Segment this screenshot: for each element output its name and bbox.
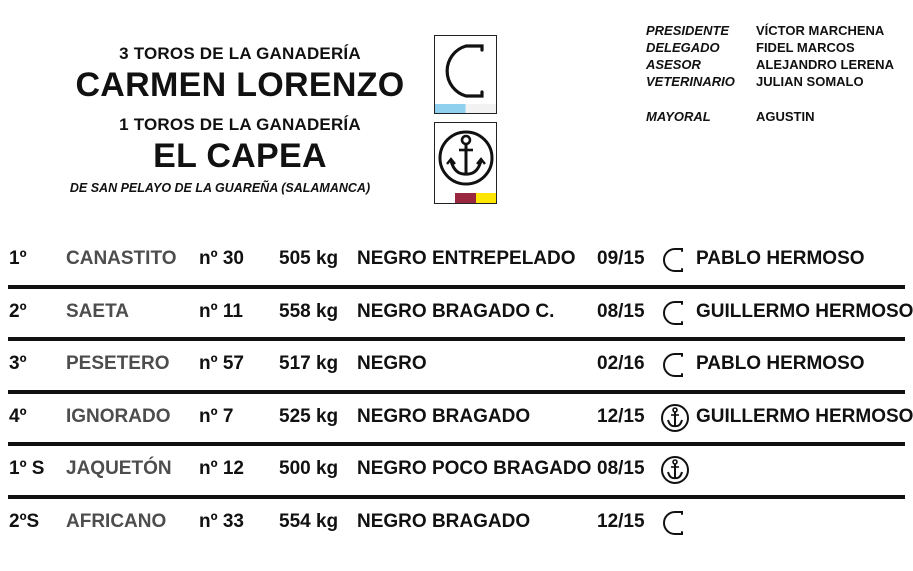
bull-name: PESETERO [66,353,170,375]
bull-rider: PABLO HERMOSO [696,248,865,269]
bull-birth-date: 02/16 [597,353,645,375]
header-line-2: 1 TOROS DE LA GANADERÍA [119,115,361,134]
official-role: ASESOR [646,57,701,72]
brand-box-el-capea [434,122,497,204]
bull-name: AFRICANO [66,510,167,532]
ranch-name-carmen-lorenzo: CARMEN LORENZO [75,66,405,104]
bull-rider: GUILLERMO HERMOSO [696,300,913,322]
mayoral-role: MAYORAL [646,109,711,124]
bull-birth-date: 09/15 [597,248,645,269]
official-row [646,22,908,39]
official-name: FIDEL MARCOS [756,40,855,55]
bull-name: IGNORADO [66,405,171,427]
bull-coat: NEGRO [357,353,427,375]
bull-coat: NEGRO ENTREPELADO [357,248,576,269]
c-brand-icon [660,245,686,280]
bull-weight: 525 kg [279,405,339,427]
bull-list [0,236,913,552]
bull-rider: GUILLERMO HERMOSO [696,405,913,427]
bull-weight: 558 kg [279,300,339,322]
bull-coat: NEGRO BRAGADO C. [357,300,555,322]
mayoral-row [646,108,908,125]
c-brand-icon [660,350,686,385]
mayoral-name: AGUSTIN [756,109,815,124]
official-role: PRESIDENTE [646,23,730,38]
flag-stripe-left [435,104,466,113]
anchor-brand-icon [660,455,690,490]
bull-birth-date: 08/15 [597,300,645,322]
bull-position: 2º [9,300,27,322]
bull-weight: 554 kg [279,510,339,532]
bull-position: 1º [9,248,27,269]
bull-row [0,446,913,499]
bull-position: 2ºS [9,510,40,532]
official-role: DELEGADO [646,40,720,55]
bull-coat: NEGRO POCO BRAGADO [357,458,592,480]
bull-birth-date: 08/15 [597,458,645,480]
official-name: JULIAN SOMALO [756,74,864,89]
official-name: ALEJANDRO LERENA [756,57,894,72]
official-row [646,73,908,90]
bull-number: nº 12 [199,458,244,480]
bull-position: 3º [9,353,27,375]
anchor-brand-icon [660,403,690,438]
official-role: VETERINARIO [646,74,735,89]
flag-stripe-right [476,193,496,203]
official-name: VÍCTOR MARCHENA [756,23,885,38]
bull-birth-date: 12/15 [597,405,645,427]
bull-weight: 517 kg [279,353,339,375]
c-brand-icon [660,298,686,333]
bull-number: nº 11 [199,300,243,322]
ranch-origin: DE SAN PELAYO DE LA GUAREÑA (SALAMANCA) [69,181,371,195]
anchor-brand-icon [435,123,496,203]
bull-row [0,289,913,342]
official-row [646,39,908,56]
bull-position: 1º S [9,458,45,480]
bull-coat: NEGRO BRAGADO [357,510,531,532]
bull-name: SAETA [66,300,129,322]
bull-birth-date: 12/15 [597,510,645,532]
bull-number: nº 33 [199,510,244,532]
official-row [646,56,908,73]
header-line-1: 3 TOROS DE LA GANADERÍA [119,44,361,63]
ranch-name-el-capea: EL CAPEA [153,137,327,175]
bull-number: nº 57 [199,353,244,375]
bull-number: nº 7 [199,405,234,427]
bull-weight: 500 kg [279,458,339,480]
officials-panel [646,22,908,125]
bull-weight: 505 kg [279,248,339,269]
bull-rider: PABLO HERMOSO [696,353,865,375]
flag-stripe-right [466,104,497,113]
bull-name: CANASTITO [66,248,177,269]
flag-stripe-left [455,193,476,203]
c-brand-icon [660,508,686,543]
brand-box-carmen-lorenzo [434,35,497,114]
bull-position: 4º [9,405,27,427]
bull-row [0,394,913,447]
bull-number: nº 30 [199,248,244,269]
bull-coat: NEGRO BRAGADO [357,405,531,427]
bull-row [0,499,913,552]
bull-row [0,341,913,394]
bull-name: JAQUETÓN [66,458,172,480]
bull-row [0,236,913,289]
c-brand-icon [435,36,496,113]
